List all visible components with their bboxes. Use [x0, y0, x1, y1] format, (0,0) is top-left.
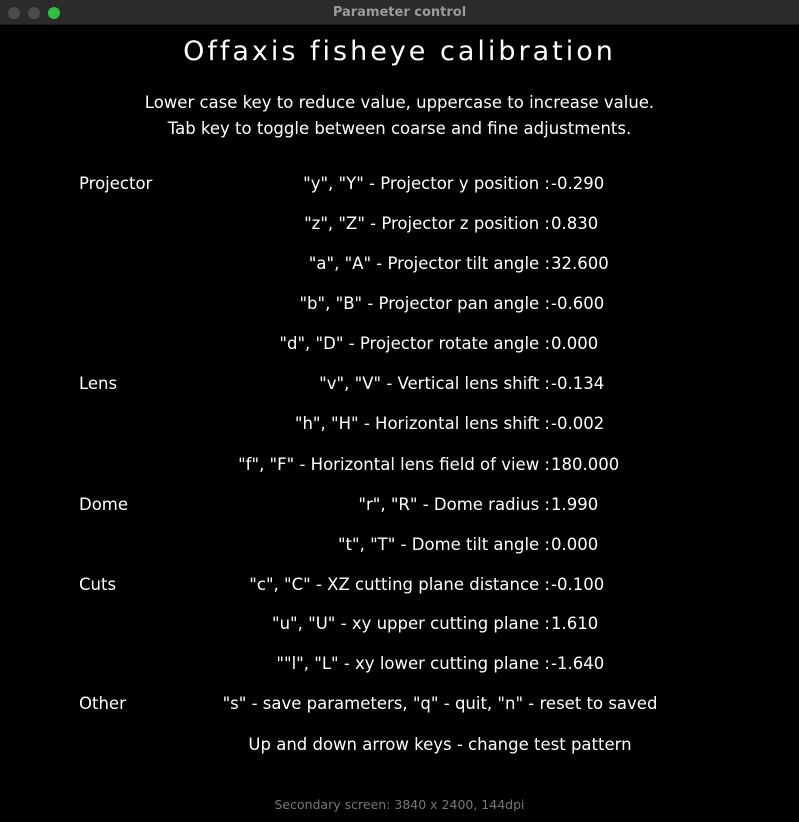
- param-row-cuts-lower: [0, 654, 799, 678]
- secondary-screen-info: Secondary screen: 3840 x 2400, 144dpi: [274, 797, 525, 812]
- param-row-projector-rotate: [0, 334, 799, 358]
- param-label: ""l", "L" - xy lower cutting plane :: [276, 654, 550, 673]
- param-value: -0.290: [551, 174, 605, 193]
- param-value: -0.600: [551, 294, 605, 313]
- param-row-lens-fov: [0, 455, 799, 479]
- param-label: "a", "A" - Projector tilt angle :: [308, 254, 550, 273]
- param-value: -0.100: [551, 575, 605, 594]
- title-bar[interactable]: [0, 0, 799, 25]
- param-label: "d", "D" - Projector rotate angle :: [279, 334, 550, 353]
- param-row-projector-tilt: [0, 254, 799, 278]
- other-keys-text: "s" - save parameters, "q" - quit, "n" - reset to saved: [222, 694, 658, 713]
- param-row-projector-y: [0, 174, 799, 198]
- param-value: -0.134: [551, 374, 605, 393]
- param-value: 180.000: [551, 455, 620, 474]
- param-value: -1.640: [551, 654, 605, 673]
- section-label-projector: Projector: [79, 174, 153, 193]
- param-label: "t", "T" - Dome tilt angle :: [337, 535, 550, 554]
- param-value: 1.990: [551, 495, 599, 514]
- other-row-keys: [0, 694, 799, 718]
- param-value: 1.610: [551, 614, 599, 633]
- param-row-lens-horizontal-shift: [0, 414, 799, 438]
- instruction-line-2: Tab key to toggle between coarse and fine adjustments.: [167, 119, 632, 138]
- param-value: 0.000: [551, 334, 599, 353]
- param-row-dome-radius: [0, 495, 799, 519]
- param-label: "h", "H" - Horizontal lens shift :: [294, 414, 550, 433]
- param-label: "r", "R" - Dome radius :: [358, 495, 550, 514]
- section-label-other: Other: [79, 694, 126, 713]
- param-value: 32.600: [551, 254, 609, 273]
- param-row-cuts-upper: [0, 614, 799, 638]
- param-value: 0.830: [551, 214, 599, 233]
- other-row-arrows: [0, 735, 799, 759]
- window-title: Parameter control: [332, 5, 467, 20]
- param-value: 0.000: [551, 535, 599, 554]
- param-label: "u", "U" - xy upper cutting plane :: [272, 614, 550, 633]
- param-label: "f", "F" - Horizontal lens field of view :: [238, 455, 550, 474]
- param-row-projector-pan: [0, 294, 799, 318]
- section-label-dome: Dome: [79, 495, 129, 514]
- other-arrows-text: Up and down arrow keys - change test pattern: [248, 735, 632, 754]
- param-label: "c", "C" - XZ cutting plane distance :: [249, 575, 550, 594]
- page-title: Offaxis fisheye calibration: [183, 36, 616, 67]
- param-label: "z", "Z" - Projector z position :: [304, 214, 550, 233]
- param-row-lens-vertical-shift: [0, 374, 799, 398]
- section-label-cuts: Cuts: [79, 575, 117, 594]
- param-label: "y", "Y" - Projector y position :: [303, 174, 550, 193]
- param-row-projector-z: [0, 214, 799, 238]
- section-label-lens: Lens: [79, 374, 118, 393]
- param-row-cuts-xz: [0, 575, 799, 599]
- param-value: -0.002: [551, 414, 605, 433]
- param-label: "v", "V" - Vertical lens shift :: [319, 374, 550, 393]
- instruction-line-1: Lower case key to reduce value, uppercase to increase value.: [144, 93, 655, 112]
- param-row-dome-tilt: [0, 535, 799, 559]
- param-label: "b", "B" - Projector pan angle :: [299, 294, 550, 313]
